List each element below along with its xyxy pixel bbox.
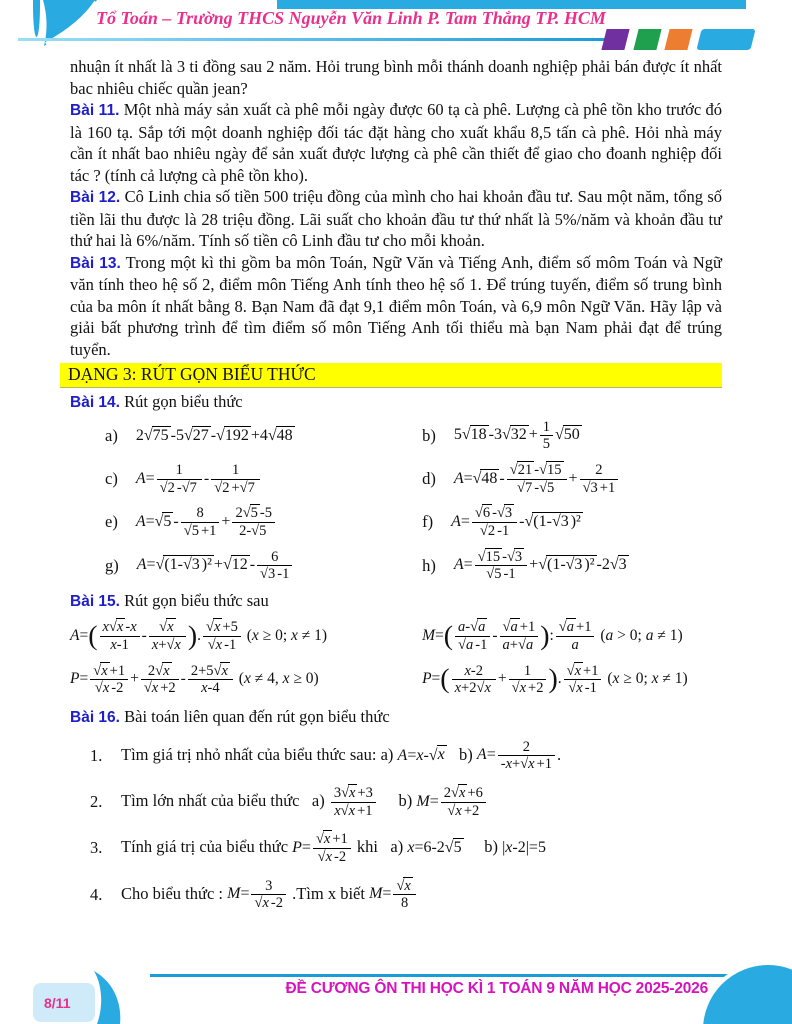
item-key: f)	[422, 512, 434, 532]
problem-text: Trong một kì thi gồm ba môn Toán, Ngữ Văn và Tiếng Anh, điểm số môm Toán và Ngữ văn tính theo hệ số 2, điểm môn Tiếng Anh tính theo hệ số 1. Để trúng tuyến, điểm số trung bình của ba môn ít nhất bằng 8. Bạn Nam đã đạt 9,1 điểm môn Toán, và 6,9 môn Ngữ Văn. Hãy lập và giải bất phương trình để tìm điểm số môn Tiếng Anh tối thiểu mà bạn Nam phải đạt để trúng tuyển.	[70, 252, 723, 359]
math-expression: A=√48 - $\frac{√21 -√15}{√7 -√5}$ + $\frac{2}{√3 +1}$	[454, 462, 620, 496]
footer-rule-line	[150, 974, 748, 977]
list-item-2	[70, 785, 722, 819]
list-item-4	[70, 878, 722, 912]
problem-text: Rút gọn biểu thức sau	[124, 590, 269, 610]
math-expression: A=√5 - $\frac{8}{√5 +1}$ + $\frac{2√5 -5}{2-√5}$	[136, 505, 277, 539]
section-banner: DẠNG 3: RÚT GỌN BIỂU THỨC	[60, 363, 722, 388]
problem-label: Bài 16.	[70, 709, 120, 727]
document-body	[70, 56, 722, 924]
item-content: Tìm giá trị nhỏ nhất của biểu thức sau: a) A=x-√x b) A= $\frac{2}{-x+√x +1}$ .	[121, 738, 562, 773]
item-key: g)	[105, 555, 119, 575]
problem-bai-14-title	[70, 391, 722, 414]
math-expression-A: A=( $\frac{x√x -x}{x-1}$ - $\frac{√x}{x+√x}$ ). $\frac{√x +5}{√x -1}$ (x ≥ 0; x ≠ 1)	[70, 619, 328, 654]
problem-bai-12	[70, 186, 722, 252]
math-expression: A=√(1-√3 )² +√12 - $\frac{6}{√3 -1}$	[137, 549, 295, 583]
item-key: b)	[422, 425, 436, 445]
bai16-items-list	[70, 739, 722, 912]
problem-bai-15-title	[70, 590, 722, 613]
footer-fold-shape	[92, 971, 126, 1024]
math-expression-P1: P= $\frac{√x +1}{√x -2}$ + $\frac{2√x}{√x +2}$ - $\frac{2+5√x}{x-4}$ (x ≠ 4, x ≥ 0)	[70, 662, 319, 697]
list-item-1	[70, 739, 722, 773]
math-expression: A= $\frac{1}{√2 -√7}$ - $\frac{1}{√2 +√7}$	[136, 462, 262, 496]
math-expression-M: M=( $\frac{a-√a}{√a -1}$ - $\frac{√a +1}{a+√a}$ ): $\frac{√a +1}{a}$ (a > 0; a ≠ 1)	[422, 619, 683, 654]
item-key: e)	[105, 512, 118, 532]
problem-text: Một nhà máy sản xuất cà phê mỗi ngày được 60 tạ cà phê. Lượng cà phê tồn kho trước đó là 160 tạ. Sắp tới một doanh nghiệp đối tác đặt hàng cho xuất khẩu 8,5 tấn cà phê. Hỏi nhà máy cần ít nhất bao nhiêu ngày để sản xuất được lượng cà phê cần thiết để giao cho đoanh nghiệp đối tác ? (tính cả lượng cà phê tồn kho).	[70, 100, 723, 185]
math-item-e	[70, 505, 422, 539]
item-content: Tính giá trị của biểu thức P= $\frac{√x +1}{√x -2}$ khi a) x=6-2√5 b) |x-2|=5	[121, 831, 546, 865]
paragraph-continuation	[70, 56, 722, 99]
math-item-d	[422, 462, 722, 496]
math-expression: 5√18 -3√32 + $\frac{1}{5}$ √50	[453, 418, 580, 453]
bai15-row-2	[70, 663, 722, 697]
item-content: Tìm lớn nhất của biểu thức a) $\frac{3√x +3}{x√x +1}$ b) M= $\frac{2√x +6}{√x +2}$	[121, 785, 488, 819]
problem-bai-11	[70, 99, 722, 186]
math-item-a	[70, 426, 422, 446]
problem-label: Bài 13.	[70, 254, 121, 272]
corner-accent-strip	[33, 0, 40, 37]
page-number: 8/11	[44, 994, 71, 1011]
problem-label: Bài 15.	[70, 592, 120, 610]
item-key: h)	[422, 555, 436, 575]
math-expression-P2: P=( $\frac{x-2}{x+2√x}$ + $\frac{1}{√x +2}$ ). $\frac{√x +1}{√x -1}$ (x ≥ 0; x ≠ 1)	[422, 662, 688, 697]
school-header-title: Tổ Toán – Trường THCS Nguyễn Văn Linh P. Tam Thắng TP. HCM	[96, 8, 606, 28]
problem-bai-13	[70, 252, 722, 361]
item-key: d)	[422, 469, 436, 489]
bai15-row-1	[70, 619, 722, 653]
item-number: 1.	[90, 745, 103, 765]
accent-square-green	[633, 29, 661, 50]
header-rule-line	[18, 38, 608, 41]
accent-square-purple	[601, 29, 629, 50]
corner-circle-shape	[699, 961, 792, 1024]
problem-label: Bài 12.	[70, 189, 121, 206]
math-item-h	[422, 549, 722, 583]
math-item-f	[422, 505, 722, 539]
math-item-c	[70, 462, 422, 496]
math-item-g	[70, 549, 422, 583]
problem-label: Bài 11.	[70, 102, 120, 119]
accent-square-cyan	[696, 29, 755, 50]
math-expression: A= $\frac{√6 -√3}{√2 -1}$ -√(1-√3 )²	[451, 505, 581, 539]
page-number-badge	[33, 983, 95, 1022]
item-content: Cho biểu thức : M= $\frac{3}{√x -2}$ .Tìm x biết M= $\frac{√x}{8}$	[121, 878, 418, 912]
bai14-items-grid	[70, 419, 722, 583]
problem-text: Bài toán liên quan đến rút gọn biểu thức	[124, 707, 390, 727]
item-number: 2.	[90, 792, 103, 812]
item-key: c)	[105, 469, 118, 489]
paragraph-text: nhuận ít nhất là 3 ti đồng sau 2 năm. Hỏi trung bình mỗi thánh doanh nghiệp phải bán được ít nhất bac nhiêu chiếc quần jean?	[70, 57, 722, 98]
problem-text: Rút gọn biểu thức	[124, 392, 243, 411]
math-expression: A= $\frac{√15 -√3}{√5 -1}$ +√(1-√3 )² -2√3	[453, 548, 627, 583]
problem-text: Cô Linh chia số tiền 500 triệu đồng của mình cho hai khoản đầu tư. Sau một năm, tổng số tiền lãi thu được là 28 triệu đồng. Lãi suất cho khoản đầu tư thứ nhất là 5%/năm và khoản đầu tư thứ hai là 6%/năm. Tính số tiền cô Linh đầu tư cho mỗi khoản.	[70, 187, 723, 250]
problem-label: Bài 14.	[70, 394, 120, 411]
accent-square-orange	[664, 29, 692, 50]
item-number: 4.	[90, 884, 103, 904]
item-number: 3.	[90, 838, 103, 858]
math-expression: 2√75 -5√27 -√192 +4√48	[135, 426, 293, 444]
problem-bai-16-title	[70, 706, 722, 729]
item-key: a)	[105, 425, 118, 445]
math-item-b	[422, 419, 722, 453]
list-item-3	[70, 831, 722, 865]
footer-document-title: ĐỀ CƯƠNG ÔN THI HỌC KÌ 1 TOÁN 9 NĂM HỌC 2025-2026	[285, 980, 708, 997]
